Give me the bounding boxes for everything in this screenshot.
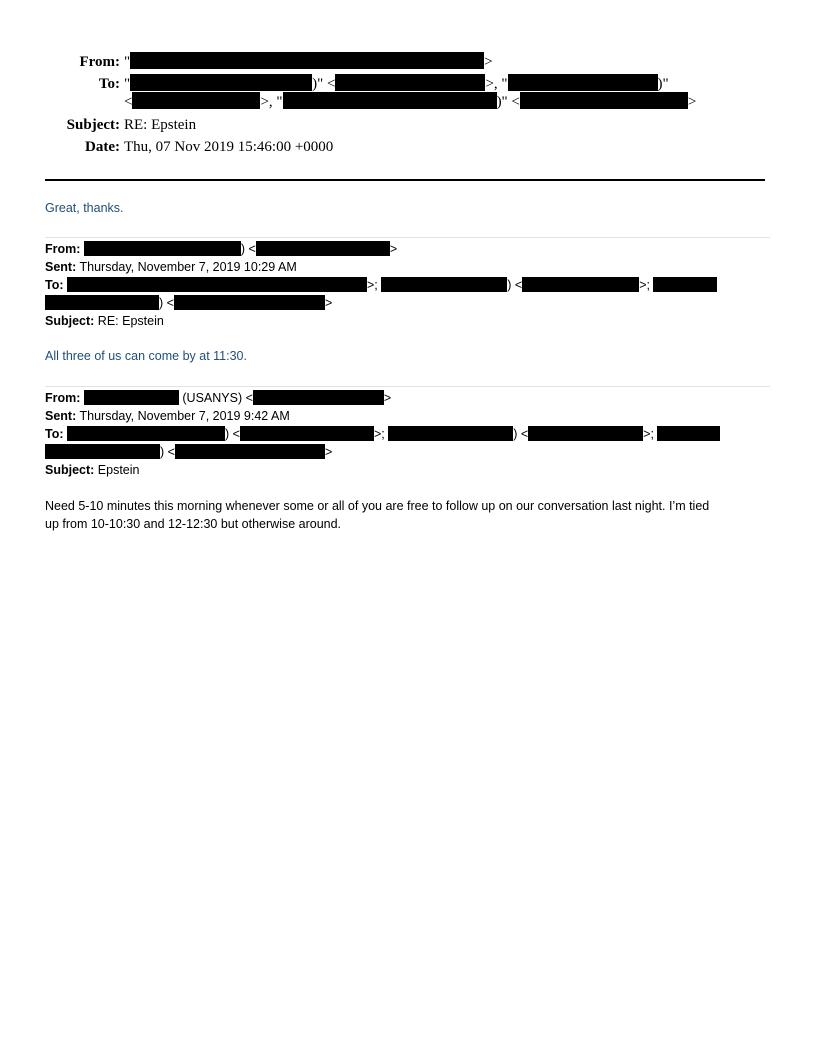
- redaction-box: [283, 92, 497, 109]
- redaction-box: [67, 426, 225, 441]
- header-subject-label: Subject:: [66, 117, 120, 133]
- message3-from-row: From: (USANYS) < >: [45, 391, 392, 405]
- redaction-box: [130, 74, 312, 91]
- message1-body: Great, thanks.: [45, 201, 124, 215]
- message3-to-row: To: ) < >; ) < >;: [45, 425, 720, 443]
- header-to-label: To:: [98, 76, 120, 92]
- redaction-box: [381, 277, 507, 292]
- redaction-box: [256, 241, 390, 256]
- header-subject-row: [0, 115, 816, 135]
- header-date-row: [0, 137, 816, 157]
- message2-body: All three of us can come by at 11:30.: [45, 349, 247, 363]
- message3-body: [45, 497, 709, 533]
- redaction-box: [388, 426, 513, 441]
- redaction-box: [522, 277, 639, 292]
- header-subject-value: RE: Epstein: [124, 117, 197, 133]
- header-from-label: From:: [79, 54, 120, 70]
- header-divider: [45, 179, 765, 181]
- message3-subject-row: Subject: Epstein: [45, 463, 140, 477]
- redaction-box: [67, 277, 367, 292]
- redaction-box: [520, 92, 688, 109]
- header-from-row: [0, 52, 816, 72]
- redaction-box: [240, 426, 374, 441]
- message3-body-line: up from 10-10:30 and 12-12:30 but otherwise around.: [45, 517, 342, 531]
- message3-header: [45, 389, 720, 479]
- redaction-box: [508, 74, 658, 91]
- message3-to-row-continued: ) < >: [45, 443, 720, 461]
- redaction-box: [84, 390, 179, 405]
- redaction-box: [174, 295, 325, 310]
- redaction-box: [175, 444, 325, 459]
- redaction-box: [130, 52, 484, 69]
- redaction-box: [528, 426, 643, 441]
- header-to-value: " )" < >, " )": [124, 76, 669, 92]
- message3-divider: [45, 386, 770, 387]
- message2-header: [45, 240, 717, 330]
- redaction-box: [132, 92, 260, 109]
- header-from-value: " >: [124, 54, 493, 70]
- message3-body-line: Need 5-10 minutes this morning whenever some or all of you are free to follow up on our conversation last night. I’m tied: [45, 499, 710, 513]
- message2-to-row-continued: ) < >: [45, 294, 717, 312]
- redaction-box: [84, 241, 241, 256]
- message3-sent-row: Sent: Thursday, November 7, 2019 9:42 AM: [45, 409, 290, 423]
- redaction-box: [653, 277, 717, 292]
- redaction-box: [657, 426, 720, 441]
- redaction-box: [45, 295, 159, 310]
- message2-subject-row: Subject: RE: Epstein: [45, 314, 164, 328]
- redaction-box: [335, 74, 485, 91]
- header-date-label: Date:: [85, 139, 120, 155]
- message2-sent-row: Sent: Thursday, November 7, 2019 10:29 AM: [45, 260, 297, 274]
- message2-from-row: From: ) < >: [45, 242, 398, 256]
- redaction-box: [253, 390, 384, 405]
- message2-divider: [45, 237, 770, 238]
- message2-to-row: To: >; ) < >;: [45, 276, 717, 294]
- redaction-box: [45, 444, 160, 459]
- header-to-row-continued: < >, " )" < >: [124, 94, 697, 110]
- header-date-value: Thu, 07 Nov 2019 15:46:00 +0000: [124, 139, 334, 155]
- header-to-row: [0, 74, 816, 94]
